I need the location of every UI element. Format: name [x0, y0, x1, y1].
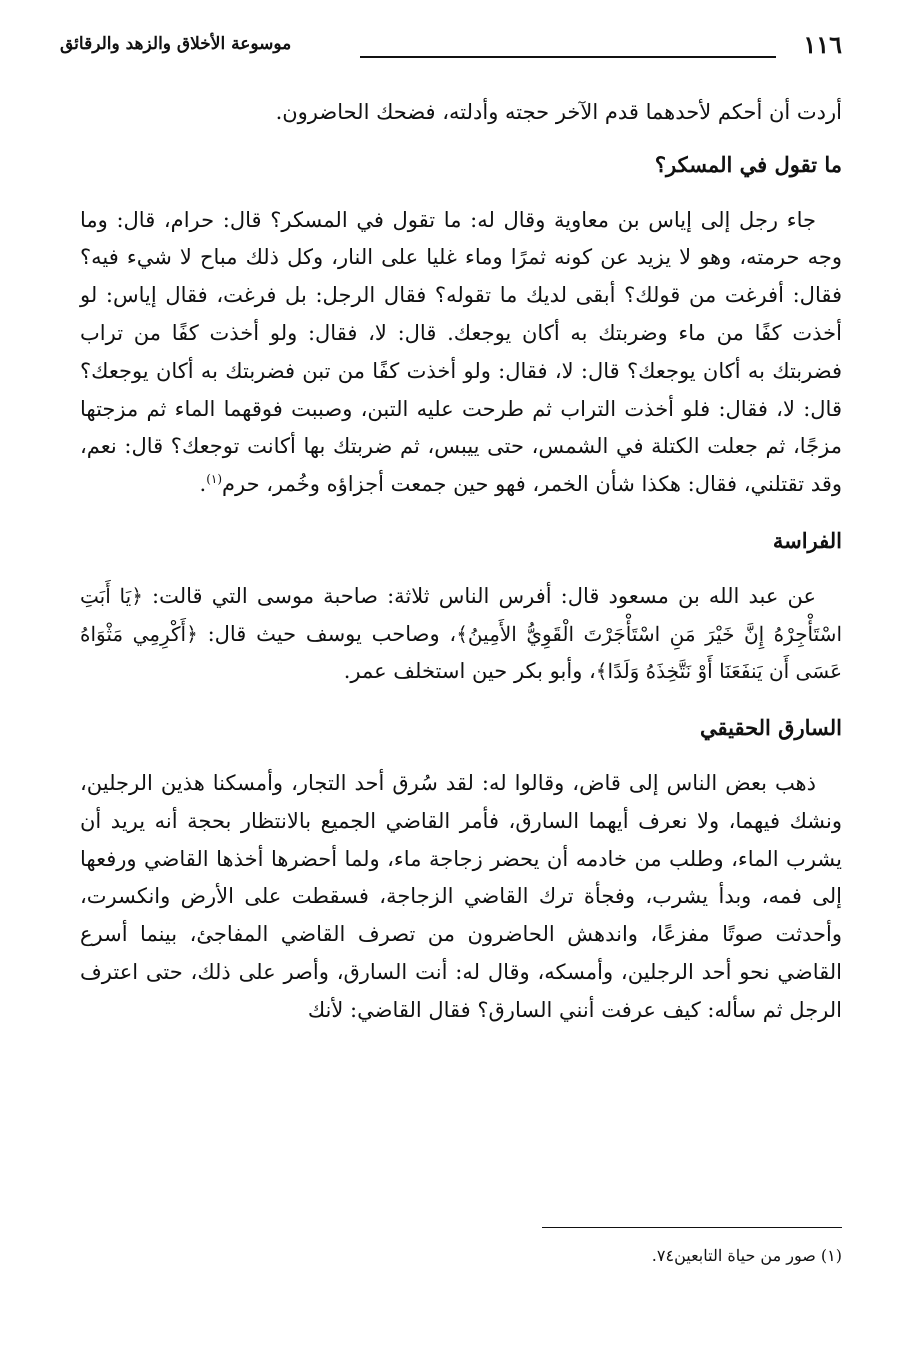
- footnote-marker: (١): [206, 472, 223, 487]
- paragraph-intoxicant-text: جاء رجل إلى إياس بن معاوية وقال له: ما تقول في المسكر؟ قال: حرام، قال: وما وجه حرمته، وهو لا يزيد عن كونه ثمرًا وماء غليا على النار، وكل ذلك مباح لا شيء فيه؟ فقال: أفرغت من قولك؟ أبقى لديك ما تقوله؟ فقال الرجل: بل فرغت، فقال إياس: لو أخذت كفًا من ماء وضربتك به أكان يوجعك. قال: لا، فقال: ولو أخذت كفًا من تراب فضربتك به أكان يوجعك؟ قال: لا، فقال: ولو أخذت كفًا من تبن فضربتك به أكان يوجعك؟ قال: لا، فقال: فلو أخذت التراب ثم طرحت عليه التبن، وصببت فوقهما الماء ثم مزجتها مزجًا، ثم جعلت الكتلة في الشمس، حتى ييبس، ثم ضربتك بها أكانت توجعك؟ قال: نعم، وقد تقتلني، فقال: هكذا شأن الخمر، فهو حين جمعت أجزاؤه وخُمر، حرم: [80, 207, 842, 497]
- header-rule: [360, 56, 776, 58]
- book-title: موسوعة الأخلاق والزهد والرقائق: [60, 34, 292, 54]
- paragraph-continuation: أردت أن أحكم لأحدهما قدم الآخر حجته وأدلته، فضحك الحاضرون.: [275, 100, 842, 124]
- paragraph-insight-c: ، وأبو بكر حين استخلف عمر.: [343, 659, 596, 684]
- paragraph-intoxicant-end: .: [199, 472, 207, 497]
- quran-verse-1: ﴿يَا أَبَتِ اسْتَأْجِرْهُ إِنَّ خَيْرَ مَنِ اسْتَأْجَرْتَ الْقَوِيُّ الأَمِينُ﴾: [80, 583, 842, 646]
- paragraph-insight: [80, 578, 842, 691]
- paragraph-intoxicant: [80, 202, 842, 504]
- section-heading-thief: السارق الحقيقي: [700, 715, 842, 741]
- page-header: [60, 28, 842, 68]
- paragraph-insight-a: عن عبد الله بن مسعود قال: أفرس الناس ثلاثة: صاحبة موسى التي قالت:: [142, 583, 816, 608]
- section-heading-intoxicant: ما تقول في المسكر؟: [654, 151, 842, 177]
- footnote-divider: [542, 1227, 842, 1228]
- paragraph-insight-b: ، وصاحب يوسف حيث قال:: [197, 621, 457, 646]
- main-text: [80, 94, 842, 1030]
- section-heading-insight: الفراسة: [772, 527, 842, 553]
- quran-verse-2: ﴿أَكْرِمِي مَثْوَاهُ عَسَى أَن يَنفَعَنَا أَوْ نَتَّخِذَهُ وَلَدًا﴾: [80, 621, 842, 684]
- paragraph-thief: ذهب بعض الناس إلى قاض، وقالوا له: لقد سُرق أحد التجار، وأمسكنا هذين الرجلين، ونشك فيهما، ولا نعرف أيهما السارق، فأمر القاضي الجميع بالانتظار بحجة أنه يريد أن يشرب الماء، وطلب من خادمه أن يحضر زجاجة ماء، ولما أحضرها أخذها القاضي ورفعها إلى فمه، وبدأ يشرب، وفجأة ترك القاضي الزجاجة، فسقطت على الأرض وانكسرت، وأحدثت صوتًا مفزعًا، واندهش الحاضرون من تصرف القاضي المفاجئ، بينما أسرع القاضي نحو أحد الرجلين، وأمسكه، وقال له: أنت السارق، وأصر على ذلك، حتى اعترف الرجل ثم سأله: كيف عرفت أنني السارق؟ فقال القاضي: لأنك: [80, 770, 842, 1022]
- page-number: ١١٦: [803, 30, 842, 59]
- footnote: (١) صور من حياة التابعين٧٤.: [651, 1246, 842, 1265]
